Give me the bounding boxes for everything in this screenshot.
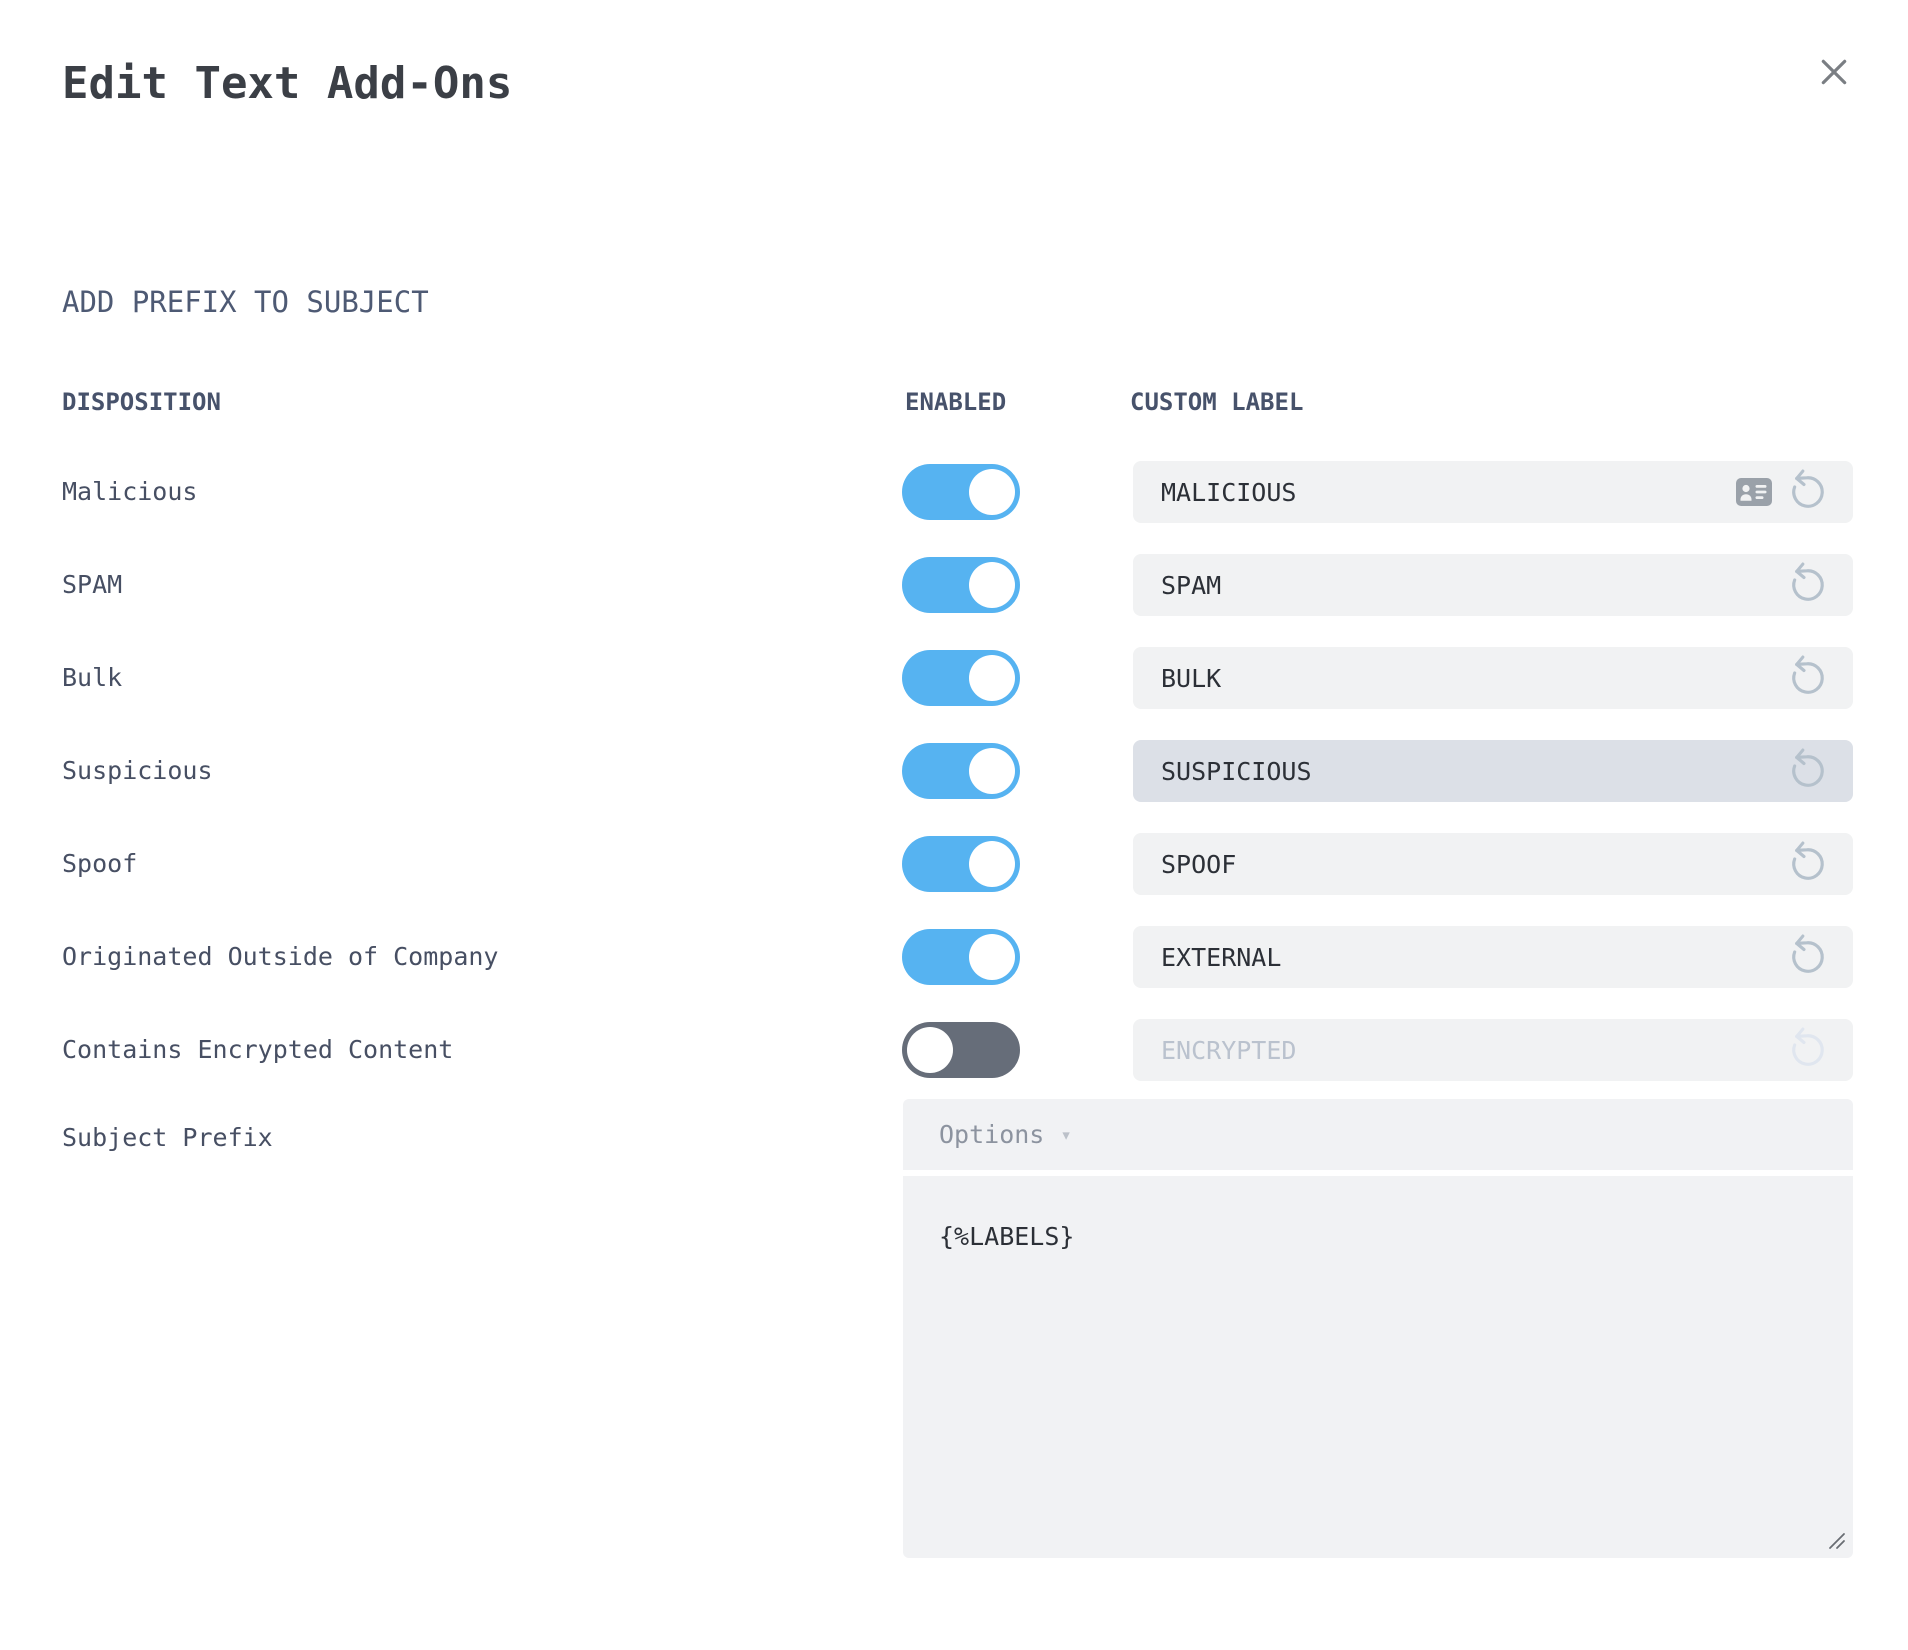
contact-card-icon[interactable] xyxy=(1735,477,1773,507)
custom-label-input[interactable] xyxy=(1133,740,1853,802)
custom-label-field xyxy=(1133,461,1853,523)
toggle-knob xyxy=(969,655,1015,701)
disposition-label: Malicious xyxy=(62,477,198,506)
undo-icon[interactable] xyxy=(1789,473,1827,511)
custom-label-field xyxy=(1133,554,1853,616)
section-header: ADD PREFIX TO SUBJECT xyxy=(62,285,429,319)
disposition-label: Originated Outside of Company xyxy=(62,942,499,971)
undo-icon[interactable] xyxy=(1789,938,1827,976)
table-row xyxy=(0,926,1908,988)
undo-icon[interactable] xyxy=(1789,845,1827,883)
close-button[interactable] xyxy=(1806,44,1862,100)
undo-icon[interactable] xyxy=(1789,752,1827,790)
enabled-toggle[interactable] xyxy=(902,464,1020,520)
custom-label-input[interactable] xyxy=(1133,554,1853,616)
column-header-disposition: DISPOSITION xyxy=(62,388,221,416)
dialog-title: Edit Text Add-Ons xyxy=(62,58,513,109)
resize-handle-icon[interactable] xyxy=(1826,1530,1846,1550)
table-row xyxy=(0,1019,1908,1081)
custom-label-input[interactable] xyxy=(1133,926,1853,988)
column-header-custom-label: CUSTOM LABEL xyxy=(1130,388,1304,416)
table-row xyxy=(0,833,1908,895)
custom-label-field xyxy=(1133,647,1853,709)
enabled-toggle[interactable] xyxy=(902,743,1020,799)
options-dropdown-label: Options xyxy=(939,1120,1045,1149)
undo-icon[interactable] xyxy=(1789,566,1827,604)
toggle-knob xyxy=(907,1027,953,1073)
caret-down-icon: ▾ xyxy=(1060,1123,1072,1146)
table-row xyxy=(0,647,1908,709)
options-dropdown-button[interactable] xyxy=(903,1099,1853,1170)
subject-prefix-label: Subject Prefix xyxy=(62,1123,273,1152)
disposition-label: Contains Encrypted Content xyxy=(62,1035,454,1064)
close-icon xyxy=(1818,56,1850,88)
toggle-knob xyxy=(969,748,1015,794)
toggle-knob xyxy=(969,934,1015,980)
disposition-label: Bulk xyxy=(62,663,123,692)
enabled-toggle[interactable] xyxy=(902,650,1020,706)
disposition-label: SPAM xyxy=(62,570,123,599)
enabled-toggle[interactable] xyxy=(902,836,1020,892)
enabled-toggle[interactable] xyxy=(902,557,1020,613)
undo-icon xyxy=(1789,1031,1827,1069)
custom-label-field xyxy=(1133,1019,1853,1081)
toggle-knob xyxy=(969,562,1015,608)
toggle-knob xyxy=(969,841,1015,887)
table-row xyxy=(0,554,1908,616)
enabled-toggle[interactable] xyxy=(902,1022,1020,1078)
custom-label-input xyxy=(1133,1019,1853,1081)
toggle-knob xyxy=(969,469,1015,515)
subject-prefix-textarea[interactable] xyxy=(903,1176,1853,1558)
custom-label-field xyxy=(1133,740,1853,802)
undo-icon[interactable] xyxy=(1789,659,1827,697)
table-row xyxy=(0,461,1908,523)
disposition-label: Spoof xyxy=(62,849,138,878)
column-header-enabled: ENABLED xyxy=(905,388,1007,416)
custom-label-field xyxy=(1133,833,1853,895)
disposition-label: Suspicious xyxy=(62,756,213,785)
table-row xyxy=(0,740,1908,802)
custom-label-input[interactable] xyxy=(1133,833,1853,895)
custom-label-field xyxy=(1133,926,1853,988)
custom-label-input[interactable] xyxy=(1133,647,1853,709)
enabled-toggle[interactable] xyxy=(902,929,1020,985)
